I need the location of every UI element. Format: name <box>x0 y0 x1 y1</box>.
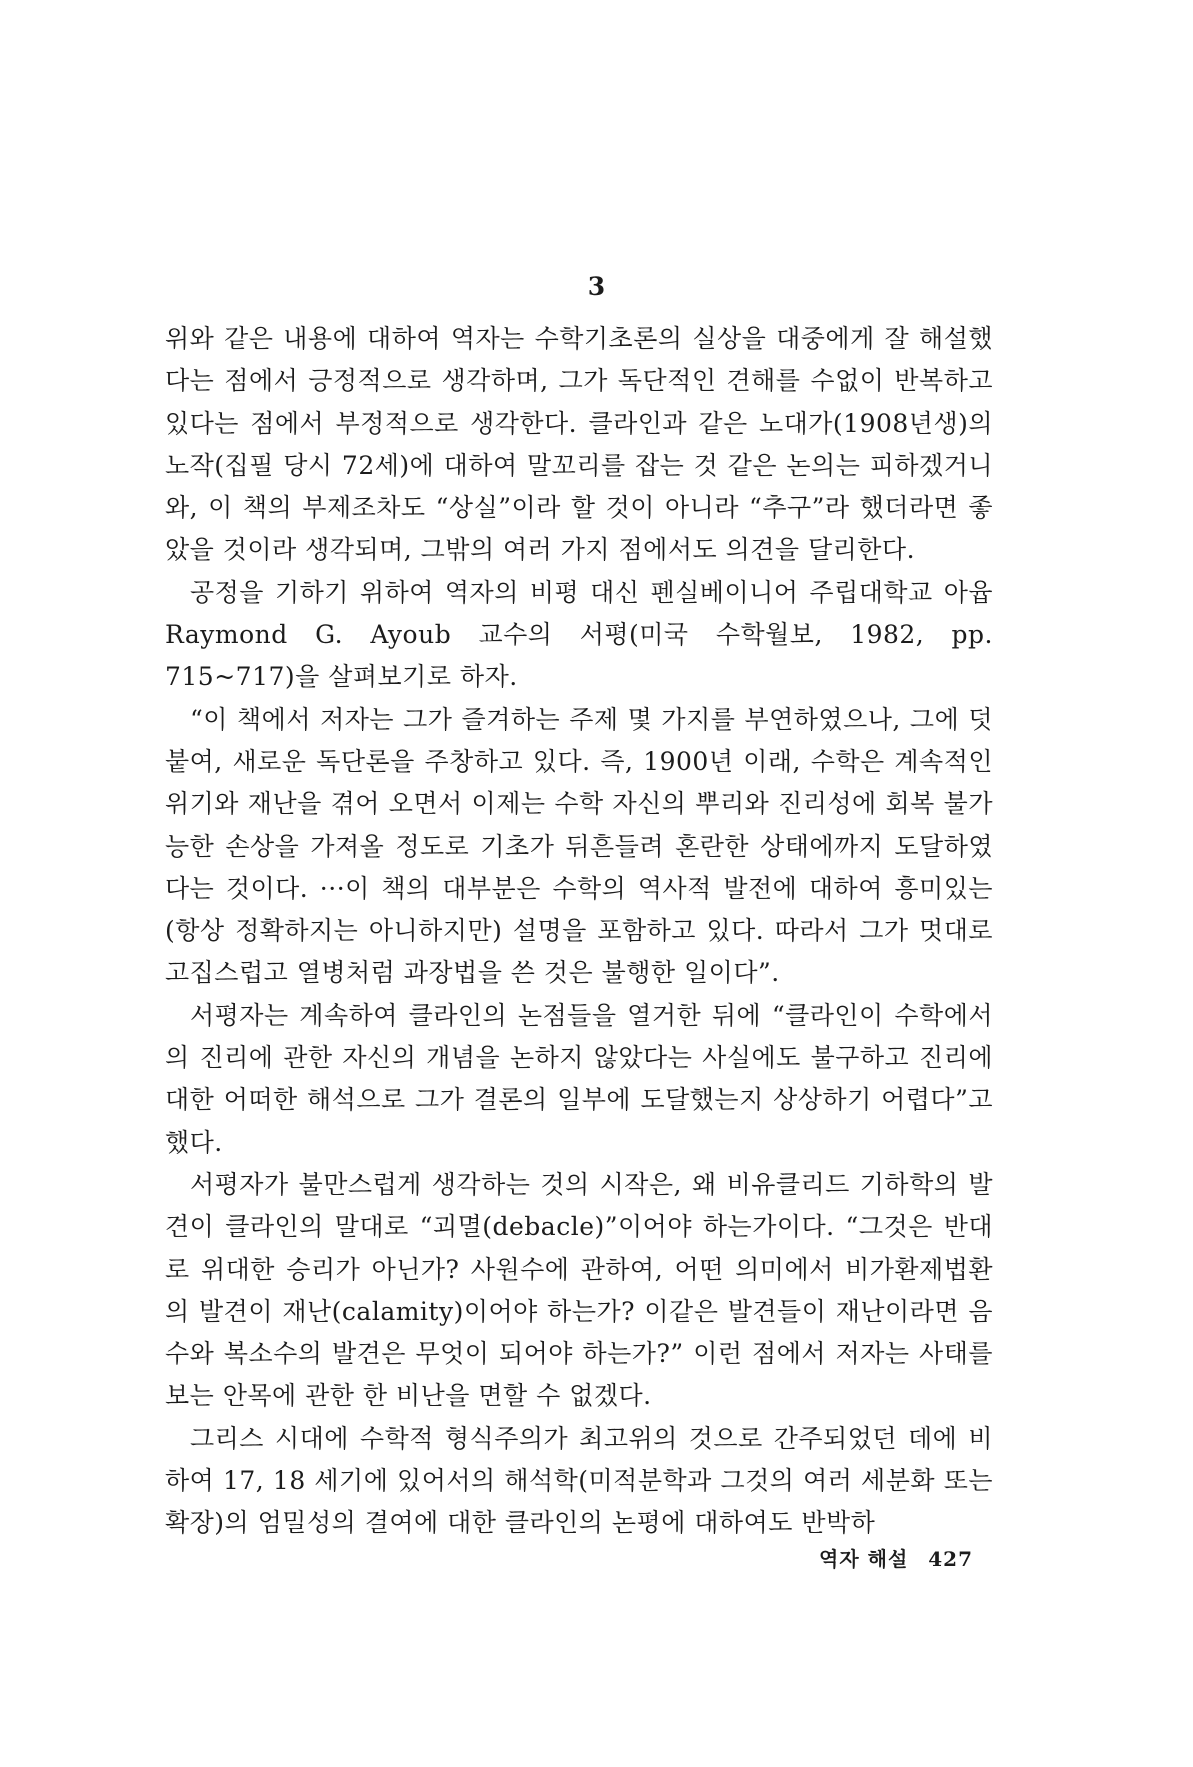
paragraph-4: 서평자는 계속하여 클라인의 논점들을 열거한 뒤에 “클라인이 수학에서의 진리에 관한 자신의 개념을 논하지 않았다는 사실에도 불구하고 진리에 대한 어떠한 해석으로 그가 결론의 일부에 도달했는지 상상하기 어렵다”고 했다. <box>165 1000 993 1157</box>
section-number: 3 <box>587 272 606 301</box>
paragraph-6: 그리스 시대에 수학적 형식주의가 최고위의 것으로 간주되었던 데에 비하여 17, 18 세기에 있어서의 해석학(미적분학과 그것의 여러 세분화 또는 확장)의 엄밀성의 결여에 대한 클라인의 논평에 대하여도 반박하 <box>165 1423 993 1538</box>
paragraph-1: 위와 같은 내용에 대하여 역자는 수학기초론의 실상을 대중에게 잘 해설했다는 점에서 긍정적으로 생각하며, 그가 독단적인 견해를 수없이 반복하고 있다는 점에서 부정적으로 생각한다. 클라인과 같은 노대가(1908년생)의 노작(집필 당시 72세)에 대하여 말꼬리를 잡는 것 같은 논의는 피하겠거니와, 이 책의 부제조차도 “상실”이라 할 것이 아니라 “추구”라 했더라면 좋았을 것이라 생각되며, 그밖의 여러 가지 점에서도 의견을 달리한다. <box>165 324 993 565</box>
running-title: 역자 해설 <box>819 1547 909 1571</box>
page-number: 427 <box>928 1547 973 1571</box>
page-footer <box>807 1543 973 1572</box>
body-text <box>165 318 993 1545</box>
paragraph-3-review-quote: “이 책에서 저자는 그가 즐겨하는 주제 몇 가지를 부연하였으나, 그에 덧붙여, 새로운 독단론을 주창하고 있다. 즉, 1900년 이래, 수학은 계속적인 위기와 재난을 겪어 오면서 이제는 수학 자신의 뿌리와 진리성에 회복 불가능한 손상을 가져올 정도로 기초가 뒤흔들려 혼란한 상태에까지 도달하였다는 것이다. ···이 책의 대부분은 수학의 역사적 발전에 대하여 흥미있는(항상 정확하지는 아니하지만) 설명을 포함하고 있다. 따라서 그가 멋대로 고집스럽고 열병처럼 과장법을 쓴 것은 불행한 일이다”. <box>165 704 993 988</box>
paragraph-2: 공정을 기하기 위하여 역자의 비평 대신 펜실베이니어 주립대학교 아윱 Raymond G. Ayoub 교수의 서평(미국 수학월보, 1982, pp. 715~717)을 살펴보기로 하자. <box>165 577 993 692</box>
paragraph-5: 서평자가 불만스럽게 생각하는 것의 시작은, 왜 비유클리드 기하학의 발견이 클라인의 말대로 “괴멸(debacle)”이어야 하는가이다. “그것은 반대로 위대한 승리가 아닌가? 사원수에 관하여, 어떤 의미에서 비가환제법환의 발견이 재난(calamity)이어야 하는가? 이같은 발견들이 재난이라면 음수와 복소수의 발견은 무엇이 되어야 하는가?” 이런 점에서 저자는 사태를 보는 안목에 관한 한 비난을 면할 수 없겠다. <box>165 1169 993 1411</box>
